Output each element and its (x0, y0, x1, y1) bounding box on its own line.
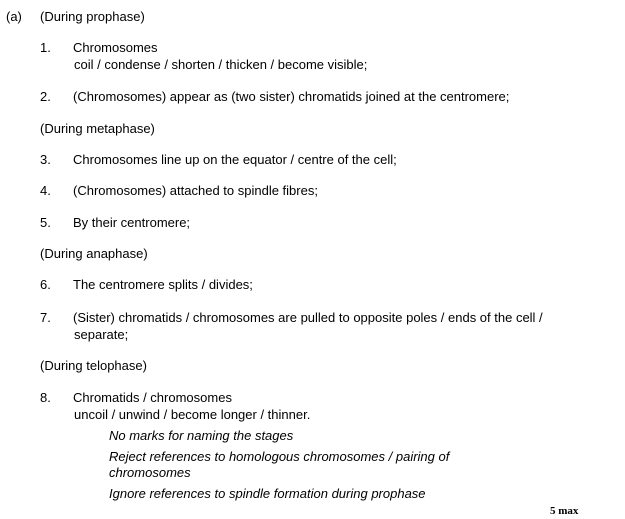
point-text-continuation: uncoil / unwind / become longer / thinner. (74, 407, 311, 422)
point-text: By their centromere; (73, 215, 191, 230)
point-number: 2. (40, 89, 51, 104)
marking-note-continuation: chromosomes (109, 465, 191, 480)
point-number: 4. (40, 183, 51, 198)
point-text-continuation: coil / condense / shorten / thicken / become visible; (74, 57, 368, 72)
point-text: Chromosomes line up on the equator / centre of the cell; (73, 152, 397, 167)
point-text: Chromatids / chromosomes (73, 390, 232, 405)
point-number: 7. (40, 310, 51, 325)
point-text: (Sister) chromatids / chromosomes are pulled to opposite poles / ends of the cell / (73, 310, 543, 325)
point-text-continuation: separate; (74, 327, 129, 342)
marking-note: Ignore references to spindle formation during prophase (109, 486, 426, 501)
phase-heading-telophase: (During telophase) (40, 358, 147, 373)
point-number: 6. (40, 277, 51, 292)
point-number: 5. (40, 215, 51, 230)
point-number: 1. (40, 40, 51, 55)
point-text: (Chromosomes) appear as (two sister) chromatids joined at the centromere; (73, 89, 510, 104)
phase-heading-metaphase: (During metaphase) (40, 121, 155, 136)
phase-heading-anaphase: (During anaphase) (40, 246, 148, 261)
phase-heading-prophase: (During prophase) (40, 9, 145, 24)
point-number: 3. (40, 152, 51, 167)
point-number: 8. (40, 390, 51, 405)
point-text: The centromere splits / divides; (73, 277, 253, 292)
point-text: (Chromosomes) attached to spindle fibres; (73, 183, 318, 198)
marking-note: No marks for naming the stages (109, 428, 294, 443)
marking-note: Reject references to homologous chromosomes / pairing of (109, 449, 450, 464)
max-marks: 5 max (550, 505, 579, 517)
part-label: (a) (6, 9, 22, 24)
point-text: Chromosomes (73, 40, 158, 55)
